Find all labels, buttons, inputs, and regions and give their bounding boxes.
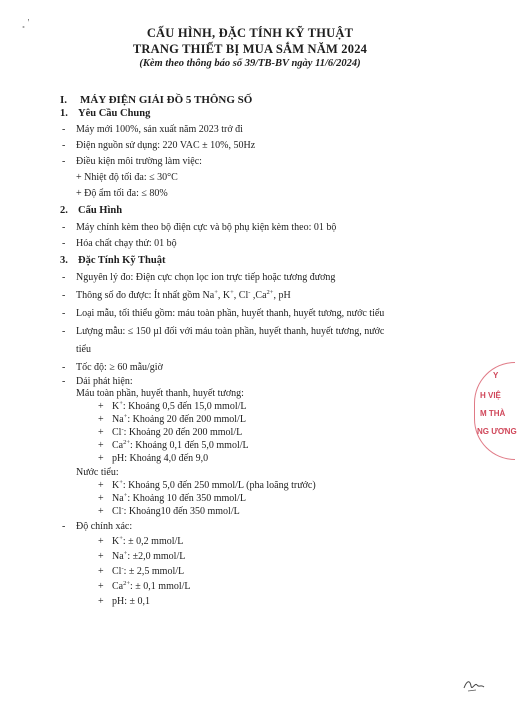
bullet-dash: -: [62, 222, 66, 233]
s3-precision-label: Độ chính xác:: [76, 521, 133, 532]
s1-item: Điện nguồn sử dụng: 220 VAC ± 10%, 50Hz: [76, 140, 256, 151]
env-temperature: + Nhiệt độ tối đa: ≤ 30°C: [76, 172, 178, 183]
plus-bullet: +: [98, 581, 104, 592]
plus-bullet: +: [98, 401, 104, 412]
bullet-dash: -: [62, 238, 66, 249]
signature-icon: [462, 676, 486, 696]
doc-title-line1: CẤU HÌNH, ĐẶC TÍNH KỸ THUẬT: [146, 26, 354, 40]
s2-number: 2.: [60, 205, 68, 216]
s1-item: Máy mới 100%, sản xuất năm 2023 trở đi: [76, 124, 243, 135]
s2-item: Máy chính kèm theo bộ điện cực và bộ phụ kiện kèm theo: 01 bộ: [76, 222, 337, 233]
bullet-dash: -: [62, 156, 66, 167]
precision-ca: $Ca^{2+}$: ± 0,1 mmol/L: [112, 580, 191, 592]
bullet-dash: -: [62, 272, 66, 283]
blood-range-na: Na+: Khoảng 20 đến 200 mmol/L: [112, 413, 246, 425]
s2-item: Hóa chất chạy thử: 01 bộ: [76, 238, 177, 249]
s1-title: Yêu Cầu Chung: [78, 108, 151, 119]
bullet-dash: -: [62, 326, 66, 337]
s1-item: Điều kiện môi trường làm việc:: [76, 156, 202, 167]
corner-mark-icon: ˳ ʼ: [22, 18, 30, 28]
section-i-number: I.: [60, 94, 68, 106]
s3-sample-volume: Lượng mẫu: ≤ 150 µl đối với máu toàn phần, huyết thanh, huyết tương, nước: [76, 326, 385, 337]
bullet-dash: -: [62, 521, 66, 532]
blood-range-ph: pH: Khoảng 4,0 đến 9,0: [112, 453, 209, 464]
bullet-dash: -: [62, 290, 66, 301]
plus-bullet: +: [98, 566, 104, 577]
s3-sample-volume-cont: tiểu: [76, 344, 91, 355]
plus-bullet: +: [98, 427, 104, 438]
s3-number: 3.: [60, 255, 68, 266]
plus-bullet: +: [98, 480, 104, 491]
urine-range-na: Na+: Khoảng 10 đến 350 mmol/L: [112, 492, 246, 504]
blood-range-ca: $Ca^{2+}$: Khoảng 0,1 đến 5,0 mmol/L: [112, 439, 249, 451]
bullet-dash: -: [62, 308, 66, 319]
s1-number: 1.: [60, 108, 68, 119]
s2-title: Cấu Hình: [78, 205, 123, 216]
blood-range-cl: Cl-: Khoảng 20 đến 200 mmol/L: [112, 426, 243, 438]
s3-params: Thông số đo được: Ít nhất gồm Na+, K+, Cl- $,Ca^{2+}$, pH: [76, 289, 291, 301]
s3-sample-types: Loại mẫu, tối thiểu gồm: máu toàn phần, huyết thanh, huyết tương, nước tiểu: [76, 308, 385, 319]
precision-ph: pH: ± 0,1: [112, 596, 151, 607]
doc-title-line2: TRANG THIẾT BỊ MUA SẮM NĂM 2024: [132, 42, 368, 56]
s3-range-label: Dải phát hiện:: [76, 376, 133, 387]
env-humidity: + Độ ẩm tối đa: ≤ 80%: [76, 188, 168, 199]
urine-range-k: K+: Khoảng 5,0 đến 250 mmol/L (pha loãng trước): [112, 479, 316, 491]
s3-urine-label: Nước tiểu:: [76, 467, 119, 478]
urine-range-cl: Cl-: Khoảng10 đến 350 mmol/L: [112, 505, 240, 517]
precision-k: K+: ± 0,2 mmol/L: [112, 535, 184, 547]
precision-na: Na+: ±2,0 mmol/L: [112, 550, 186, 562]
s3-principle: Nguyên lý đo: Điện cực chọn lọc ion trực tiếp hoặc tương đương: [76, 272, 336, 283]
bullet-dash: -: [62, 124, 66, 135]
plus-bullet: +: [98, 493, 104, 504]
precision-cl: Cl-: ± 2,5 mmol/L: [112, 565, 185, 577]
s3-title: Đặc Tính Kỹ Thuật: [78, 255, 166, 266]
plus-bullet: +: [98, 596, 104, 607]
plus-bullet: +: [98, 536, 104, 547]
blood-range-k: K+: Khoảng 0,5 đến 15,0 mmol/L: [112, 400, 247, 412]
s3-blood-label: Máu toàn phần, huyết thanh, huyết tương:: [76, 388, 244, 399]
plus-bullet: +: [98, 506, 104, 517]
bullet-dash: -: [62, 362, 66, 373]
bullet-dash: -: [62, 376, 66, 387]
official-stamp: Y H VIỆ M THÀ NG ƯƠNG: [474, 362, 515, 460]
doc-reference: (Kèm theo thông báo số 39/TB-BV ngày 11/6/2024): [139, 58, 361, 69]
plus-bullet: +: [98, 440, 104, 451]
plus-bullet: +: [98, 453, 104, 464]
plus-bullet: +: [98, 551, 104, 562]
s3-speed: Tốc độ: ≥ 60 mẫu/giờ: [76, 362, 163, 373]
bullet-dash: -: [62, 140, 66, 151]
section-i-title: MÁY ĐIỆN GIẢI ĐỒ 5 THÔNG SỐ: [80, 94, 253, 106]
plus-bullet: +: [98, 414, 104, 425]
